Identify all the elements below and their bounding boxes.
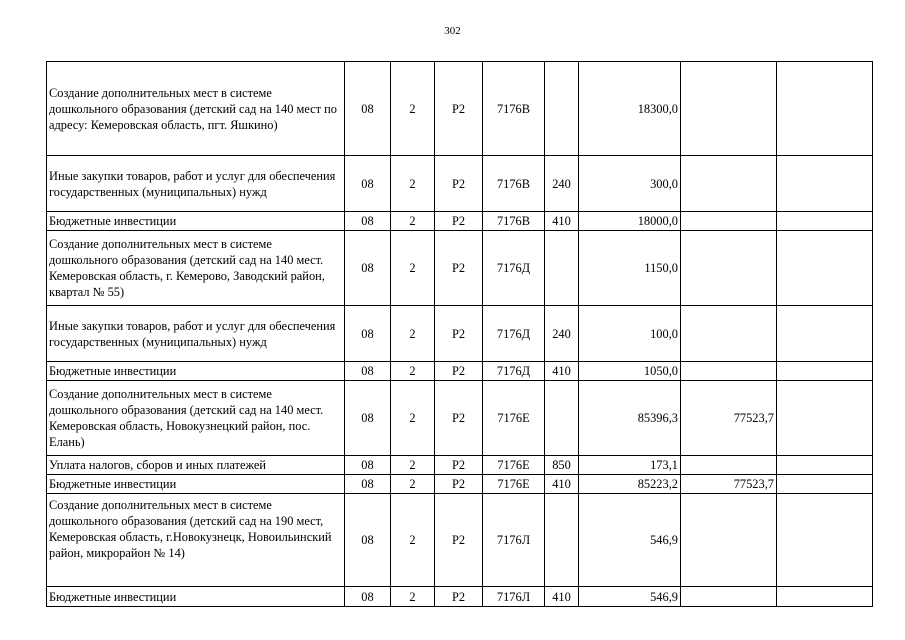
- expense-type-code: [545, 381, 579, 456]
- amount-other: [777, 494, 873, 587]
- section-code: 08: [345, 381, 391, 456]
- amount-total: 85223,2: [579, 475, 681, 494]
- amount-federal: [681, 62, 777, 156]
- subsection-code: 2: [391, 381, 435, 456]
- expense-type-code: [545, 62, 579, 156]
- subsection-code: 2: [391, 62, 435, 156]
- row-name: Создание дополнительных мест в системе дошкольного образования (детский сад на 140 мест. Кемеровская область, Новокузнецкий район, пос. Елань): [47, 381, 345, 456]
- amount-federal: [681, 212, 777, 231]
- subsection-code: 2: [391, 231, 435, 306]
- section-code: 08: [345, 62, 391, 156]
- program-code: Р2: [435, 475, 483, 494]
- article-code: 7176Д: [483, 306, 545, 362]
- table-row: [47, 456, 873, 475]
- article-code: 7176Л: [483, 587, 545, 607]
- amount-total: 546,9: [579, 494, 681, 587]
- table-row: [47, 62, 873, 156]
- amount-federal: 77523,7: [681, 475, 777, 494]
- article-code: 7176Е: [483, 456, 545, 475]
- section-code: 08: [345, 456, 391, 475]
- amount-other: [777, 156, 873, 212]
- program-code: Р2: [435, 231, 483, 306]
- amount-total: 546,9: [579, 587, 681, 607]
- amount-total: 85396,3: [579, 381, 681, 456]
- amount-federal: 77523,7: [681, 381, 777, 456]
- amount-other: [777, 587, 873, 607]
- table-row: [47, 306, 873, 362]
- article-code: 7176В: [483, 212, 545, 231]
- section-code: 08: [345, 306, 391, 362]
- program-code: Р2: [435, 156, 483, 212]
- amount-federal: [681, 231, 777, 306]
- section-code: 08: [345, 212, 391, 231]
- expense-type-code: 410: [545, 475, 579, 494]
- row-name: Бюджетные инвестиции: [47, 475, 345, 494]
- expense-type-code: 240: [545, 156, 579, 212]
- amount-other: [777, 381, 873, 456]
- expense-type-code: 410: [545, 362, 579, 381]
- amount-total: 18300,0: [579, 62, 681, 156]
- row-name: Бюджетные инвестиции: [47, 587, 345, 607]
- expense-type-code: [545, 494, 579, 587]
- expense-type-code: 410: [545, 212, 579, 231]
- amount-other: [777, 306, 873, 362]
- table-row: [47, 231, 873, 306]
- amount-federal: [681, 456, 777, 475]
- row-name: Иные закупки товаров, работ и услуг для обеспечения государственных (муниципальных) нужд: [47, 156, 345, 212]
- article-code: 7176Д: [483, 231, 545, 306]
- row-name: Создание дополнительных мест в системе дошкольного образования (детский сад на 140 мест по адресу: Кемеровская область, пгт. Яшкино): [47, 62, 345, 156]
- program-code: Р2: [435, 494, 483, 587]
- section-code: 08: [345, 156, 391, 212]
- row-name: Создание дополнительных мест в системе дошкольного образования (детский сад на 190 мест, Кемеровская область, г.Новокузнецк, Новоильинский район, микрорайон № 14): [47, 494, 345, 587]
- table-row: [47, 156, 873, 212]
- amount-other: [777, 212, 873, 231]
- article-code: 7176Л: [483, 494, 545, 587]
- amount-total: 100,0: [579, 306, 681, 362]
- page-number: 302: [444, 25, 461, 37]
- row-name: Уплата налогов, сборов и иных платежей: [47, 456, 345, 475]
- expense-type-code: 240: [545, 306, 579, 362]
- amount-other: [777, 456, 873, 475]
- expense-type-code: 410: [545, 587, 579, 607]
- section-code: 08: [345, 231, 391, 306]
- table-row: [47, 587, 873, 607]
- amount-total: 300,0: [579, 156, 681, 212]
- amount-other: [777, 362, 873, 381]
- subsection-code: 2: [391, 456, 435, 475]
- table-row: [47, 381, 873, 456]
- table-row: [47, 362, 873, 381]
- program-code: Р2: [435, 362, 483, 381]
- section-code: 08: [345, 494, 391, 587]
- expense-type-code: [545, 231, 579, 306]
- amount-federal: [681, 587, 777, 607]
- article-code: 7176В: [483, 156, 545, 212]
- amount-total: 173,1: [579, 456, 681, 475]
- row-name: Бюджетные инвестиции: [47, 362, 345, 381]
- section-code: 08: [345, 587, 391, 607]
- section-code: 08: [345, 475, 391, 494]
- amount-other: [777, 62, 873, 156]
- table-row: [47, 475, 873, 494]
- article-code: 7176Е: [483, 475, 545, 494]
- amount-other: [777, 475, 873, 494]
- subsection-code: 2: [391, 306, 435, 362]
- table-row: [47, 212, 873, 231]
- program-code: Р2: [435, 212, 483, 231]
- amount-total: 18000,0: [579, 212, 681, 231]
- subsection-code: 2: [391, 494, 435, 587]
- budget-table: [46, 61, 873, 607]
- amount-federal: [681, 156, 777, 212]
- program-code: Р2: [435, 62, 483, 156]
- program-code: Р2: [435, 381, 483, 456]
- article-code: 7176Е: [483, 381, 545, 456]
- row-name: Бюджетные инвестиции: [47, 212, 345, 231]
- subsection-code: 2: [391, 362, 435, 381]
- row-name: Иные закупки товаров, работ и услуг для обеспечения государственных (муниципальных) нужд: [47, 306, 345, 362]
- amount-total: 1150,0: [579, 231, 681, 306]
- amount-federal: [681, 362, 777, 381]
- article-code: 7176В: [483, 62, 545, 156]
- amount-federal: [681, 306, 777, 362]
- expense-type-code: 850: [545, 456, 579, 475]
- subsection-code: 2: [391, 475, 435, 494]
- subsection-code: 2: [391, 587, 435, 607]
- row-name: Создание дополнительных мест в системе дошкольного образования (детский сад на 140 мест. Кемеровская область, г. Кемерово, Заводский район, квартал № 55): [47, 231, 345, 306]
- amount-federal: [681, 494, 777, 587]
- article-code: 7176Д: [483, 362, 545, 381]
- program-code: Р2: [435, 306, 483, 362]
- table-row: [47, 494, 873, 587]
- amount-total: 1050,0: [579, 362, 681, 381]
- amount-other: [777, 231, 873, 306]
- program-code: Р2: [435, 587, 483, 607]
- section-code: 08: [345, 362, 391, 381]
- subsection-code: 2: [391, 212, 435, 231]
- subsection-code: 2: [391, 156, 435, 212]
- program-code: Р2: [435, 456, 483, 475]
